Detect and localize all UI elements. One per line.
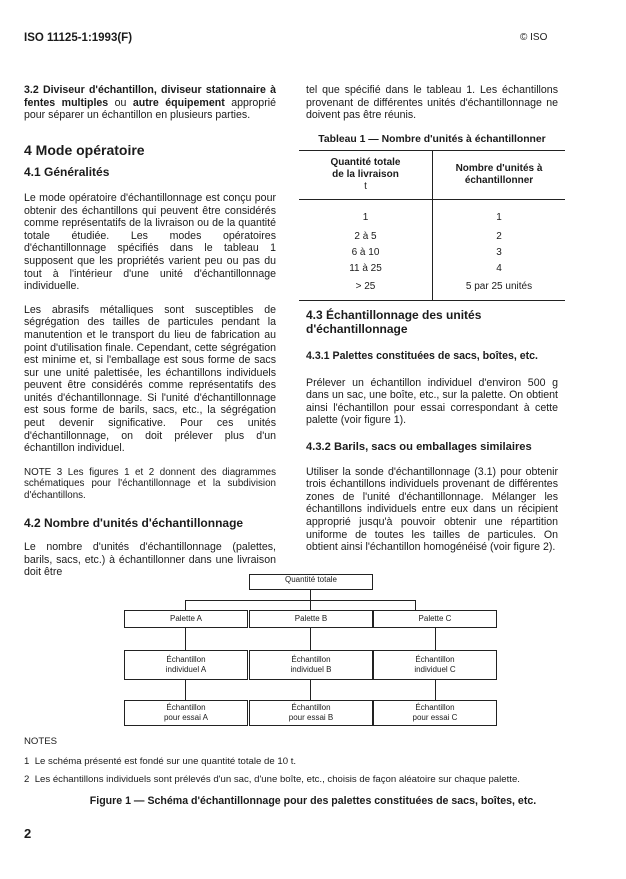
- table-row: 1 1: [299, 200, 565, 229]
- connector: [185, 628, 186, 650]
- note-2: 2 Les échantillons individuels sont prélevés d'un sac, d'une boîte, etc., choisis de façon aléatoire sur chaque palette.: [24, 774, 520, 785]
- table-row: > 25 5 par 25 unités: [299, 276, 565, 301]
- connector: [435, 628, 436, 650]
- table-header-units: Nombre d'unités à échantillonner: [455, 163, 543, 186]
- section-4-title: 4 Mode opératoire: [24, 141, 145, 158]
- diagram-box-individual-c: Échantillon individuel C: [373, 650, 497, 680]
- notes-heading: NOTES: [24, 736, 58, 747]
- note-3: NOTE 3 Les figures 1 et 2 donnent des diagrammes schématiques pour l'échantillonnage et la subdivision d'échantillons.: [24, 466, 276, 501]
- header-copyright: © ISO: [520, 32, 548, 43]
- section-4-3-1-para: Prélever un échantillon individuel d'environ 500 g dans un sac, une boîte, etc., sur la palette. On obtient ainsi l'échantillon pour essai correspondant à cette palette (voir figure 1).: [306, 376, 558, 427]
- section-4-1-para2: Les abrasifs métalliques sont susceptibles de ségrégation des tailles de particules pendant la manutention et le transport du lieu de fabrication au point d'utilisation finale. Cependant, cette ségrégation est minime et, si l'emballage est sous forme de sacs sur une unité palettisée, les échantillons individuels peuvent être considérés comme représentatifs des unités d'échantillonnage. Si l'unité d'échantillonnage est sous forme de barils, sacs, etc., la ségrégation peut devenir significative. Pour ces unités d'échantillonnage, on doit prélever plus d'un échantillon individuel.: [24, 303, 276, 455]
- table-row: 11 à 25 4: [299, 260, 565, 276]
- section-3-2-or: ou: [114, 96, 127, 109]
- diagram-box-individual-b: Échantillon individuel B: [249, 650, 373, 680]
- note-1: 1 Le schéma présenté est fondé sur une quantité totale de 10 t.: [24, 756, 297, 767]
- figure-1-caption: Figure 1 — Schéma d'échantillonnage pour des palettes constituées de sacs, boîtes, etc.: [89, 795, 537, 807]
- section-4-3-1-title: 4.3.1 Palettes constituées de sacs, boîtes, etc.: [306, 350, 538, 362]
- table-header-quantity: Quantité totale de la livraison t: [299, 151, 433, 200]
- connector: [415, 600, 416, 610]
- connector: [310, 680, 311, 700]
- connector: [185, 600, 186, 610]
- section-3-2-term2: autre équipement: [132, 96, 225, 109]
- section-4-3-2-title: 4.3.2 Barils, sacs ou emballages similaires: [306, 440, 532, 453]
- section-4-2-para: Le nombre d'unités d'échantillonnage (palettes, barils, sacs, etc.) à échantillonner dans une livraison doit être: [24, 540, 276, 579]
- diagram-box-test-b: Échantillon pour essai B: [249, 700, 373, 726]
- connector: [185, 680, 186, 700]
- diagram-box-test-c: Échantillon pour essai C: [373, 700, 497, 726]
- section-4-2-title: 4.2 Nombre d'unités d'échantillonnage: [24, 516, 244, 531]
- table-row: 6 à 10 3: [299, 244, 565, 260]
- connector: [185, 600, 416, 601]
- page-number: 2: [24, 826, 32, 841]
- diagram-box-total: Quantité totale: [249, 574, 373, 590]
- section-4-1-title: 4.1 Généralités: [24, 165, 110, 180]
- diagram-box-test-a: Échantillon pour essai A: [124, 700, 248, 726]
- connector: [310, 628, 311, 650]
- section-3-2-term1: Diviseur d'échantillon, diviseur stationnaire à fentes multiples: [24, 84, 276, 109]
- section-3-2-number: 3.2: [24, 84, 39, 96]
- diagram-box-palette-a: Palette A: [124, 610, 248, 628]
- table-1-title: Tableau 1 — Nombre d'unités à échantillonner: [318, 133, 546, 145]
- section-4-2-continued: tel que spécifié dans le tableau 1. Les échantillons provenant de différentes unités d'échantillonnage ne doivent pas être réunis.: [306, 84, 558, 122]
- header-standard-id: ISO 11125-1:1993(F): [24, 32, 133, 44]
- connector: [435, 680, 436, 700]
- section-3-2-text: approprié pour séparer un échantillon en plusieurs parties.: [24, 96, 276, 122]
- section-4-3-2-para: Utiliser la sonde d'échantillonnage (3.1) pour obtenir trois échantillons individuels provenant de différentes zones de l'unité d'échantillonnage. Mélanger les échantillons individuels entre eux dans un récipient approprié jusqu'à pouvoir obtenir une répartition uniforme de toutes les tailles de particules. On obtient ainsi l'échantillon homogénéisé (voir figure 2).: [306, 465, 558, 554]
- section-4-1-para1: Le mode opératoire d'échantillonnage est conçu pour obtenir des échantillons qui peuvent être considérés comme représentatifs de la livraison ou de la quantité totale étudiée. Les modes opératoires d'échantillonnage spécifiés dans le tableau 1 supposent que les propriétés varient peu ou pas du tout à l'intérieur d'une unité d'échantillonnage individuelle.: [24, 191, 276, 293]
- diagram-box-individual-a: Échantillon individuel A: [124, 650, 248, 680]
- diagram-box-palette-c: Palette C: [373, 610, 497, 628]
- section-4-3-title: 4.3 Échantillonnage des unités d'échantillonnage: [306, 308, 482, 336]
- diagram-box-palette-b: Palette B: [249, 610, 373, 628]
- table-row: 2 à 5 2: [299, 228, 565, 244]
